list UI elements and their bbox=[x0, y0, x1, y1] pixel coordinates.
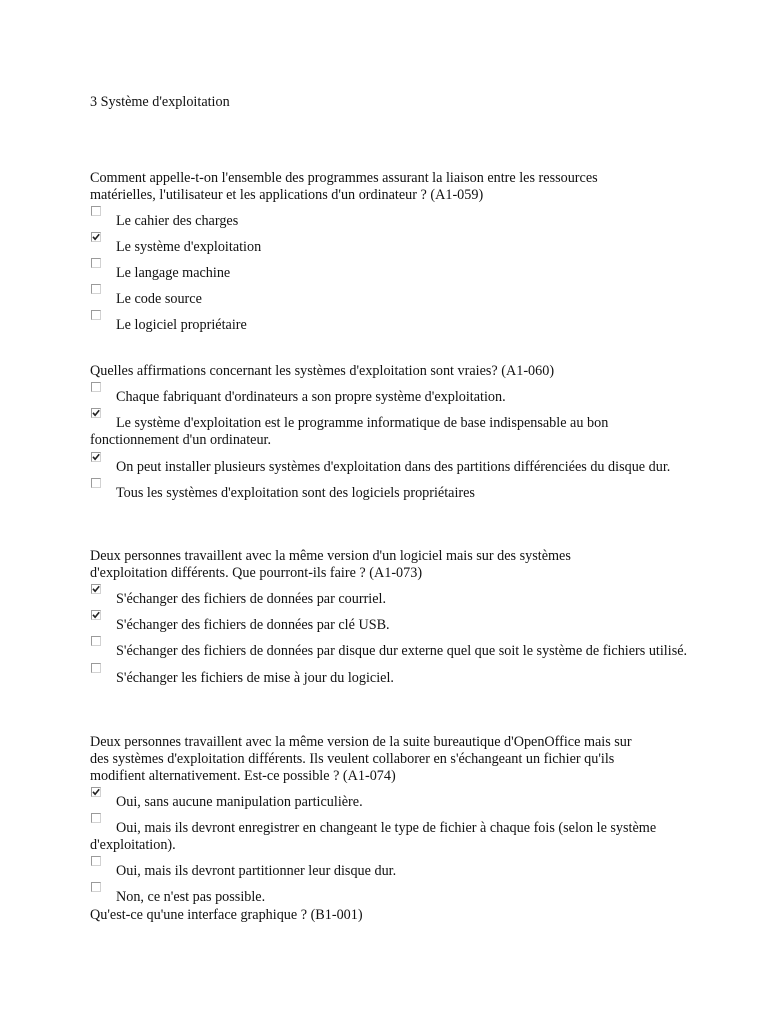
checkbox-unchecked-icon[interactable] bbox=[91, 284, 101, 294]
question-a1-073 bbox=[90, 548, 690, 687]
checkbox-checked-icon[interactable] bbox=[91, 610, 101, 620]
answer-label: Le cahier des charges bbox=[116, 213, 239, 229]
checkbox-checked-icon[interactable] bbox=[91, 232, 101, 242]
question-text: Comment appelle-t-on l'ensemble des programmes assurant la liaison entre les ressources matérielles, l'utilisateur et les applications d'un ordinateur ? (A1-059) bbox=[90, 170, 598, 203]
checkmark-icon bbox=[92, 453, 100, 461]
checkbox-unchecked-icon[interactable] bbox=[91, 478, 101, 488]
answer-option[interactable] bbox=[90, 794, 690, 811]
answer-label: Le code source bbox=[116, 291, 202, 307]
checkbox-checked-icon[interactable] bbox=[91, 452, 101, 462]
question-b1-001-text: Qu'est-ce qu'une interface graphique ? (B1-001) bbox=[90, 907, 363, 923]
answer-label: S'échanger les fichiers de mise à jour du logiciel. bbox=[116, 670, 394, 686]
answer-label: S'échanger des fichiers de données par disque dur externe quel que soit le système de fichiers utilisé. bbox=[116, 643, 688, 659]
question-a1-074 bbox=[90, 734, 690, 906]
checkbox-unchecked-icon[interactable] bbox=[91, 206, 101, 216]
answer-label: Tous les systèmes d'exploitation sont des logiciels propriétaires bbox=[116, 485, 475, 501]
checkbox-checked-icon[interactable] bbox=[91, 787, 101, 797]
answer-label: Le logiciel propriétaire bbox=[116, 317, 247, 333]
checkmark-icon bbox=[92, 233, 100, 241]
answer-label: Oui, mais ils devront partitionner leur disque dur. bbox=[116, 863, 397, 879]
question-text: Deux personnes travaillent avec la même version de la suite bureautique d'OpenOffice mais sur des systèmes d'exploitation différents. Ils veulent collaborer en s'échangeant un fichier qu'ils modifient alternativement. Est-ce possible ? (A1-074) bbox=[90, 734, 632, 784]
answer-option[interactable] bbox=[90, 389, 690, 406]
question-a1-060 bbox=[90, 363, 690, 502]
checkbox-unchecked-icon[interactable] bbox=[91, 382, 101, 392]
answer-option[interactable] bbox=[90, 591, 690, 608]
answer-option[interactable] bbox=[90, 317, 690, 334]
checkmark-icon bbox=[92, 788, 100, 796]
question-a1-059 bbox=[90, 170, 690, 334]
checkmark-icon bbox=[92, 611, 100, 619]
answer-option[interactable] bbox=[90, 670, 690, 687]
answer-option[interactable] bbox=[90, 239, 690, 256]
checkbox-unchecked-icon[interactable] bbox=[91, 258, 101, 268]
answer-label: Oui, sans aucune manipulation particulière. bbox=[116, 794, 363, 810]
question-text: Quelles affirmations concernant les systèmes d'exploitation sont vraies? (A1-060) bbox=[90, 363, 555, 379]
checkbox-unchecked-icon[interactable] bbox=[91, 856, 101, 866]
answer-option[interactable] bbox=[90, 889, 690, 906]
checkbox-checked-icon[interactable] bbox=[91, 584, 101, 594]
checkmark-icon bbox=[92, 409, 100, 417]
answer-label: Oui, mais ils devront enregistrer en changeant le type de fichier à chaque fois (selon le système d'exploitation). bbox=[90, 820, 657, 853]
answer-label: Le système d'exploitation bbox=[116, 239, 262, 255]
question-text: Deux personnes travaillent avec la même version d'un logiciel mais sur des systèmes d'exploitation différents. Que pourront-ils faire ? (A1-073) bbox=[90, 548, 571, 581]
answer-label: S'échanger des fichiers de données par clé USB. bbox=[116, 617, 390, 633]
answer-label: Non, ce n'est pas possible. bbox=[116, 889, 266, 905]
answer-option[interactable] bbox=[90, 485, 690, 502]
answer-option[interactable] bbox=[90, 265, 690, 282]
checkmark-icon bbox=[92, 585, 100, 593]
checkbox-checked-icon[interactable] bbox=[91, 408, 101, 418]
answer-label: Le langage machine bbox=[116, 265, 231, 281]
answer-label: Le système d'exploitation est le programme informatique de base indispensable au bon fonctionnement d'un ordinateur. bbox=[90, 415, 609, 448]
answer-label: S'échanger des fichiers de données par courriel. bbox=[116, 591, 387, 607]
checkbox-unchecked-icon[interactable] bbox=[91, 882, 101, 892]
checkbox-unchecked-icon[interactable] bbox=[91, 310, 101, 320]
checkbox-unchecked-icon[interactable] bbox=[91, 663, 101, 673]
checkbox-unchecked-icon[interactable] bbox=[91, 636, 101, 646]
answer-option[interactable] bbox=[90, 643, 690, 660]
checkbox-unchecked-icon[interactable] bbox=[91, 813, 101, 823]
answer-option[interactable] bbox=[90, 617, 690, 634]
answer-option[interactable] bbox=[90, 415, 690, 449]
section-title: 3 Système d'exploitation bbox=[90, 94, 230, 110]
answer-option[interactable] bbox=[90, 863, 690, 880]
answer-option[interactable] bbox=[90, 820, 690, 854]
answer-option[interactable] bbox=[90, 291, 690, 308]
answer-label: Chaque fabriquant d'ordinateurs a son propre système d'exploitation. bbox=[116, 389, 506, 405]
answer-label: On peut installer plusieurs systèmes d'exploitation dans des partitions différenciées du disque dur. bbox=[116, 459, 671, 475]
answer-option[interactable] bbox=[90, 459, 690, 476]
answer-option[interactable] bbox=[90, 213, 690, 230]
